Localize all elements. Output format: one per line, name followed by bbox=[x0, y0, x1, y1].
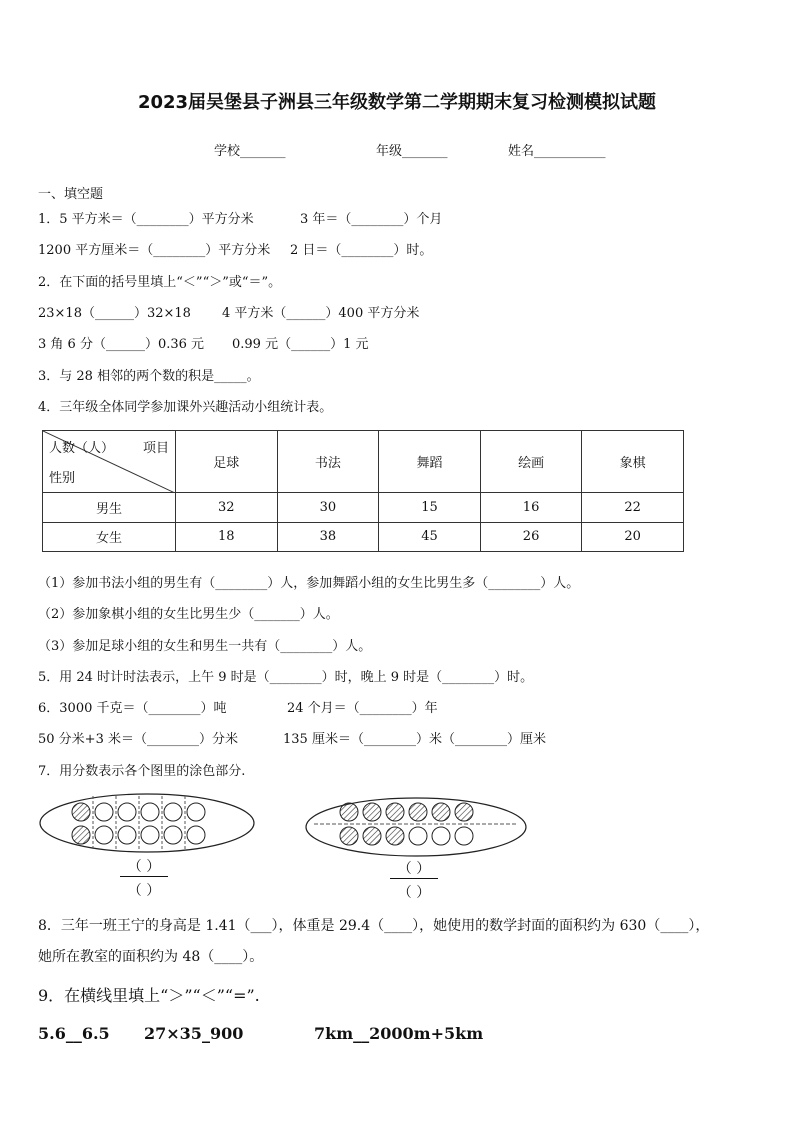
circle bbox=[455, 827, 473, 845]
row-label: 女生 bbox=[43, 522, 176, 552]
table-cell: 22 bbox=[582, 493, 684, 523]
shaded-circle bbox=[386, 803, 404, 821]
q6-c: 50 分米+3 米＝（________）分米 bbox=[38, 732, 238, 747]
circle bbox=[141, 826, 159, 844]
corner-bottom: 性别 bbox=[49, 471, 76, 486]
circle bbox=[187, 803, 205, 821]
q4-3: （3）参加足球小组的女生和男生一共有（________）人。 bbox=[38, 639, 372, 654]
shaded-circle bbox=[409, 803, 427, 821]
name-field: 姓名___________ bbox=[508, 144, 606, 159]
q6-d: 135 厘米＝（________）米（________）厘米 bbox=[283, 732, 546, 747]
fraction-2-denominator: （ ） bbox=[397, 885, 431, 901]
shaded-circle bbox=[72, 826, 90, 844]
section-heading: 一、填空题 bbox=[38, 187, 104, 202]
q9-b: 27×35_900 bbox=[144, 1024, 244, 1043]
grade-field: 年级_______ bbox=[376, 144, 448, 159]
q6-b: 24 个月＝（________）年 bbox=[287, 701, 438, 716]
circle bbox=[187, 826, 205, 844]
q1-c: 1200 平方厘米＝（________）平方分米 bbox=[38, 243, 271, 258]
shaded-circle bbox=[386, 827, 404, 845]
row-label: 男生 bbox=[43, 493, 176, 523]
shaded-circle bbox=[72, 803, 90, 821]
q2-c: 3 角 6 分（______）0.36 元 bbox=[38, 337, 205, 352]
table-cell: 18 bbox=[176, 522, 278, 552]
q9: 9．在横线里填上“＞”“＜”“=”. bbox=[38, 986, 260, 1005]
stats-table bbox=[42, 430, 684, 552]
shaded-circle bbox=[340, 827, 358, 845]
q8-b: 她所在教室的面积约为 48（____）。 bbox=[38, 949, 264, 965]
circle bbox=[95, 803, 113, 821]
q4: 4．三年级全体同学参加课外兴趣活动小组统计表。 bbox=[38, 400, 333, 415]
table-cell: 15 bbox=[379, 493, 481, 523]
q2-b: 4 平方米（______）400 平方分米 bbox=[222, 306, 420, 321]
table-row bbox=[43, 522, 684, 552]
page-title: 2023届吴堡县子洲县三年级数学第二学期期末复习检测模拟试题 bbox=[137, 92, 657, 113]
fraction-1-bar bbox=[120, 876, 168, 877]
school-field: 学校_______ bbox=[214, 144, 286, 159]
table-cell: 30 bbox=[277, 493, 379, 523]
q2-a: 23×18（______）32×18 bbox=[38, 306, 191, 321]
q2: 2．在下面的括号里填上“＜”“＞”或“＝”。 bbox=[38, 275, 282, 290]
q9-c: 7km__2000m+5km bbox=[314, 1024, 484, 1043]
table-row bbox=[43, 493, 684, 523]
fraction-1-denominator: （ ） bbox=[127, 883, 161, 899]
figure-1 bbox=[38, 792, 256, 854]
q3: 3．与 28 相邻的两个数的积是_____。 bbox=[38, 369, 260, 384]
fraction-2-bar bbox=[390, 878, 438, 879]
shaded-circle bbox=[363, 803, 381, 821]
table-cell: 38 bbox=[277, 522, 379, 552]
q7: 7．用分数表示各个图里的涂色部分. bbox=[38, 764, 246, 779]
figure-2 bbox=[304, 796, 528, 858]
column-header: 绘画 bbox=[480, 431, 582, 493]
shaded-circle bbox=[432, 803, 450, 821]
table-cell: 32 bbox=[176, 493, 278, 523]
circle bbox=[141, 803, 159, 821]
table-corner-cell bbox=[43, 431, 176, 493]
circle bbox=[118, 826, 136, 844]
q2-d: 0.99 元（______）1 元 bbox=[232, 337, 369, 352]
table-cell: 20 bbox=[582, 522, 684, 552]
q1-a: 1．5 平方米＝（________）平方分米 bbox=[38, 212, 254, 227]
q1-b: 3 年＝（________）个月 bbox=[300, 212, 443, 227]
table-cell: 26 bbox=[480, 522, 582, 552]
q1-d: 2 日＝（________）时。 bbox=[290, 243, 433, 258]
q9-a: 5.6__6.5 bbox=[38, 1024, 110, 1043]
shaded-circle bbox=[340, 803, 358, 821]
column-header: 舞蹈 bbox=[379, 431, 481, 493]
circle bbox=[432, 827, 450, 845]
circle bbox=[95, 826, 113, 844]
q5: 5．用 24 时计时法表示，上午 9 时是（________）时，晚上 9 时是（________）时。 bbox=[38, 670, 534, 685]
fraction-1-numerator: （ ） bbox=[127, 859, 161, 875]
column-header: 象棋 bbox=[582, 431, 684, 493]
circle bbox=[164, 826, 182, 844]
circle bbox=[118, 803, 136, 821]
column-header: 书法 bbox=[277, 431, 379, 493]
fraction-2-numerator: （ ） bbox=[397, 861, 431, 877]
circle bbox=[164, 803, 182, 821]
q8-a: 8．三年一班王宁的身高是 1.41（___），体重是 29.4（____），她使用的数学封面的面积约为 630（____）， bbox=[38, 918, 710, 934]
column-header: 足球 bbox=[176, 431, 278, 493]
shaded-circle bbox=[455, 803, 473, 821]
q4-2: （2）参加象棋小组的女生比男生少（_______）人。 bbox=[38, 607, 339, 622]
q4-1: （1）参加书法小组的男生有（________）人，参加舞蹈小组的女生比男生多（________）人。 bbox=[38, 576, 580, 591]
corner-top-right: 项目 bbox=[142, 441, 169, 456]
table-cell: 16 bbox=[480, 493, 582, 523]
table-cell: 45 bbox=[379, 522, 481, 552]
shaded-circle bbox=[363, 827, 381, 845]
corner-top-left: 人数（人） bbox=[49, 441, 115, 456]
circle bbox=[409, 827, 427, 845]
q6-a: 6．3000 千克＝（________）吨 bbox=[38, 701, 227, 716]
